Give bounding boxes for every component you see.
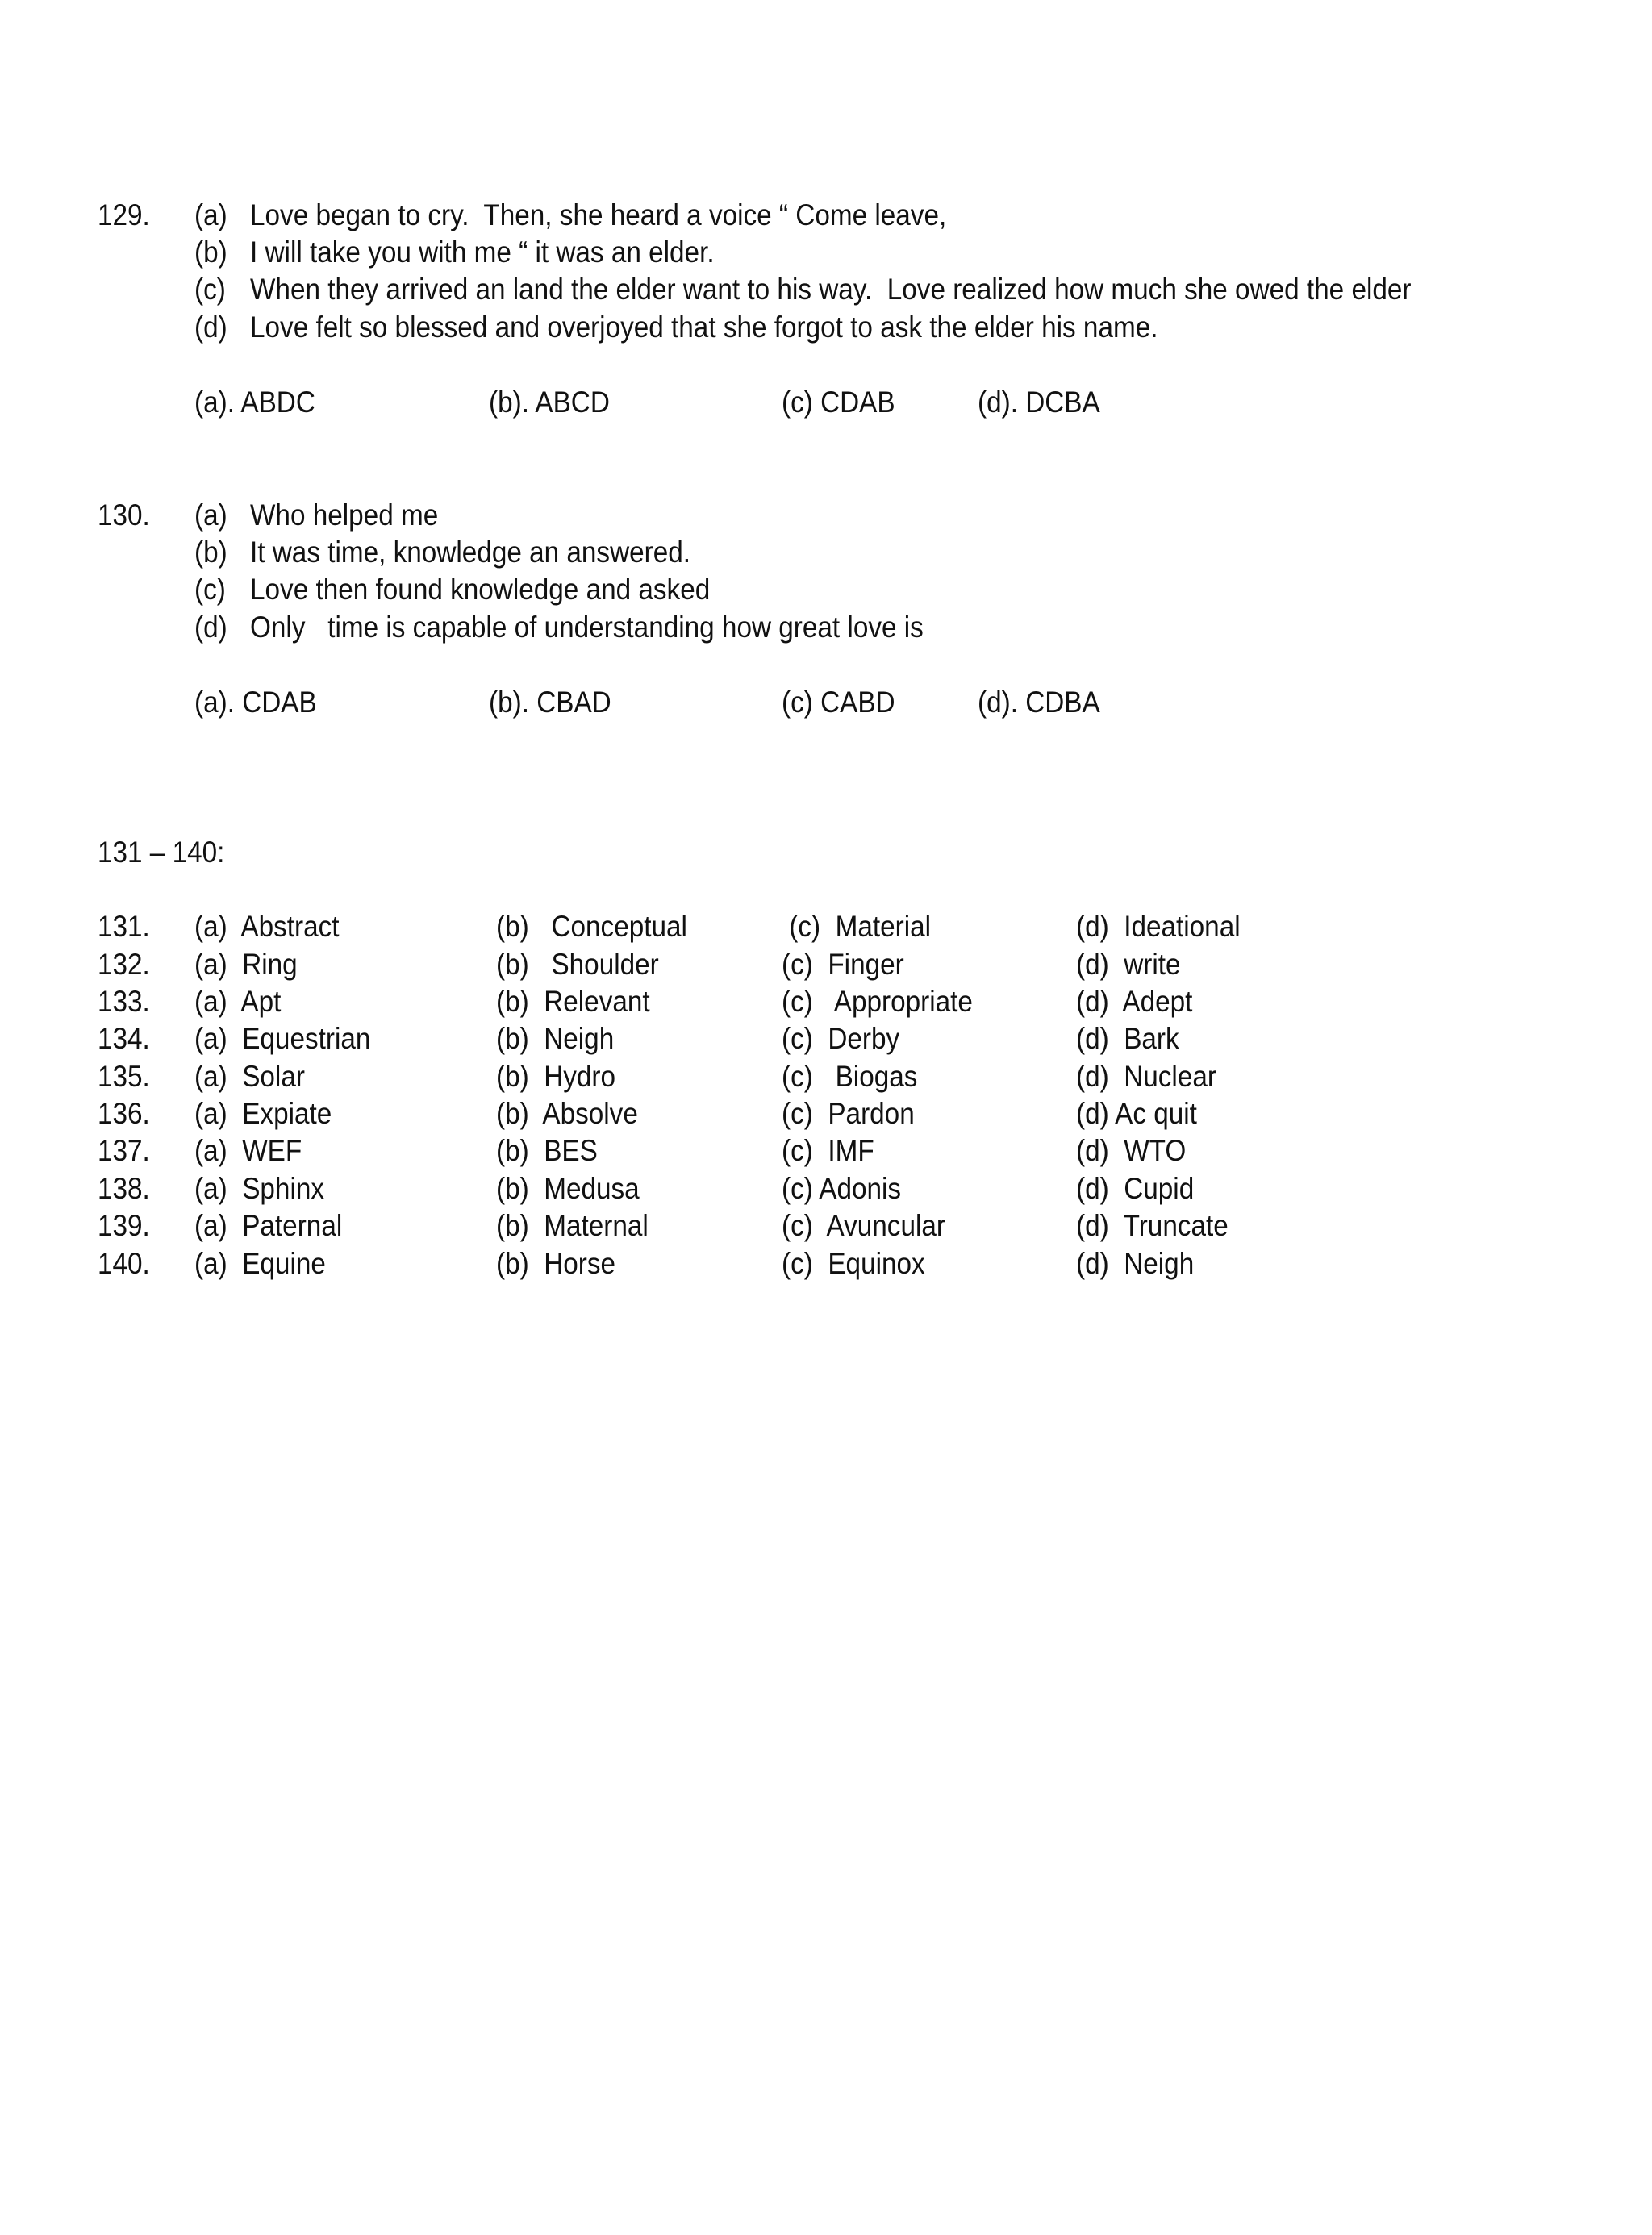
section-heading: 131 – 140:	[98, 836, 225, 869]
option-b: (b) Absolve	[496, 1097, 638, 1130]
row-number: 131.	[98, 910, 150, 943]
line-text: Only time is capable of understanding how great love is	[250, 611, 924, 644]
answer-option: (c) CDAB	[782, 386, 895, 419]
option-c: (c) Biogas	[782, 1060, 918, 1093]
line-marker: (a)	[194, 498, 227, 532]
row-number: 135.	[98, 1060, 150, 1093]
option-a: (a) WEF	[194, 1134, 302, 1167]
line-marker: (d)	[194, 611, 227, 644]
option-c: (c) Avuncular	[782, 1209, 945, 1242]
answer-option: (c) CABD	[782, 686, 895, 719]
option-d: (d) Nuclear	[1076, 1060, 1216, 1093]
option-a: (a) Equestrian	[194, 1022, 371, 1055]
option-d: (d) Neigh	[1076, 1247, 1195, 1280]
row-number: 132.	[98, 948, 150, 981]
option-c: (c) Material	[782, 910, 932, 943]
option-b: (b) Neigh	[496, 1022, 615, 1055]
answer-option: (a). CDAB	[194, 686, 317, 719]
question-number: 130.	[98, 498, 150, 532]
option-c: (c) Equinox	[782, 1247, 925, 1280]
row-number: 139.	[98, 1209, 150, 1242]
answer-option: (a). ABDC	[194, 386, 315, 419]
option-a: (a) Expiate	[194, 1097, 332, 1130]
option-b: (b) Horse	[496, 1247, 616, 1280]
line-text: Who helped me	[250, 498, 439, 532]
row-number: 140.	[98, 1247, 150, 1280]
answer-option: (b). CBAD	[489, 686, 611, 719]
line-text: It was time, knowledge an answered.	[250, 536, 691, 569]
option-c: (c) Appropriate	[782, 985, 973, 1018]
option-c: (c) Pardon	[782, 1097, 915, 1130]
option-b: (b) Medusa	[496, 1172, 640, 1205]
option-d: (d) Bark	[1076, 1022, 1179, 1055]
option-b: (b) Shoulder	[496, 948, 659, 981]
option-b: (b) Maternal	[496, 1209, 649, 1242]
option-a: (a) Equine	[194, 1247, 326, 1280]
option-c: (c) Adonis	[782, 1172, 902, 1205]
option-c: (c) Derby	[782, 1022, 900, 1055]
row-number: 136.	[98, 1097, 150, 1130]
option-d: (d) Ac quit	[1076, 1097, 1197, 1130]
line-text: Love felt so blessed and overjoyed that she forgot to ask the elder his name.	[250, 311, 1158, 344]
line-text: Love began to cry. Then, she heard a voice “ Come leave,	[250, 198, 947, 231]
option-a: (a) Solar	[194, 1060, 305, 1093]
line-text: When they arrived an land the elder want to his way. Love realized how much she owed the elder	[250, 273, 1412, 306]
question-number: 129.	[98, 198, 150, 231]
row-number: 134.	[98, 1022, 150, 1055]
option-d: (d) Adept	[1076, 985, 1193, 1018]
option-d: (d) write	[1076, 948, 1181, 981]
option-a: (a) Sphinx	[194, 1172, 325, 1205]
line-marker: (c)	[194, 273, 226, 306]
option-b: (b) Hydro	[496, 1060, 616, 1093]
option-b: (b) BES	[496, 1134, 598, 1167]
line-marker: (a)	[194, 198, 227, 231]
option-c: (c) IMF	[782, 1134, 874, 1167]
option-a: (a) Abstract	[194, 910, 340, 943]
answer-option: (d). CDBA	[978, 686, 1100, 719]
row-number: 138.	[98, 1172, 150, 1205]
option-d: (d) Ideational	[1076, 910, 1241, 943]
option-b: (b) Relevant	[496, 985, 650, 1018]
line-text: Love then found knowledge and asked	[250, 573, 711, 606]
option-b: (b) Conceptual	[496, 910, 687, 943]
line-marker: (b)	[194, 536, 227, 569]
option-a: (a) Apt	[194, 985, 282, 1018]
answer-option: (b). ABCD	[489, 386, 610, 419]
option-d: (d) WTO	[1076, 1134, 1187, 1167]
option-a: (a) Ring	[194, 948, 298, 981]
line-text: I will take you with me “ it was an elder.	[250, 236, 715, 269]
option-c: (c) Finger	[782, 948, 904, 981]
row-number: 137.	[98, 1134, 150, 1167]
option-d: (d) Cupid	[1076, 1172, 1195, 1205]
line-marker: (c)	[194, 573, 226, 606]
line-marker: (b)	[194, 236, 227, 269]
option-d: (d) Truncate	[1076, 1209, 1229, 1242]
option-a: (a) Paternal	[194, 1209, 343, 1242]
answer-option: (d). DCBA	[978, 386, 1100, 419]
line-marker: (d)	[194, 311, 227, 344]
row-number: 133.	[98, 985, 150, 1018]
